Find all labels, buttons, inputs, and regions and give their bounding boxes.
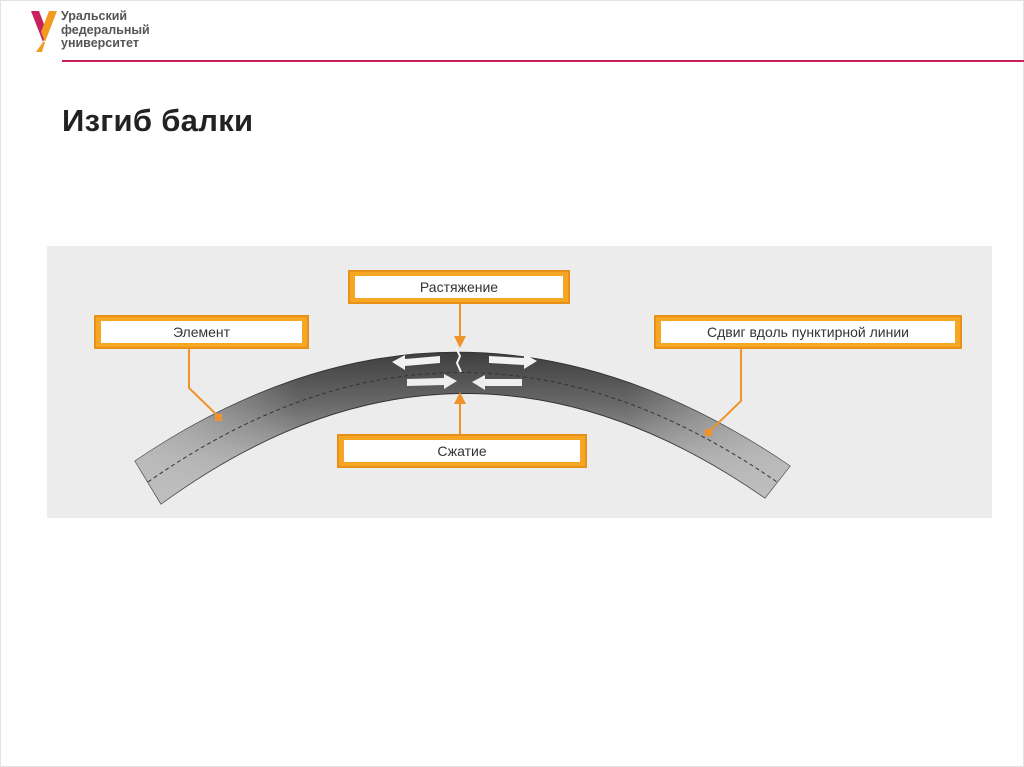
logo-emblem-icon: [28, 8, 60, 54]
label-tension: [348, 270, 570, 304]
logo-text: [61, 10, 150, 51]
logo-line-1: Уральский: [61, 9, 128, 23]
beam-bending-diagram: [47, 246, 992, 518]
logo-line-3: университет: [61, 36, 139, 50]
label-element-text: Элемент: [101, 321, 302, 343]
label-shear: [654, 315, 962, 349]
label-shear-text: Сдвиг вдоль пунктирной линии: [661, 321, 955, 343]
label-compression: [337, 434, 587, 468]
university-logo: [28, 8, 178, 56]
page-title: Изгиб балки: [62, 103, 254, 138]
label-tension-text: Растяжение: [355, 276, 563, 298]
label-compression-text: Сжатие: [344, 440, 580, 462]
header-divider: [62, 60, 1024, 62]
logo-line-2: федеральный: [61, 22, 150, 37]
label-element: [94, 315, 309, 349]
